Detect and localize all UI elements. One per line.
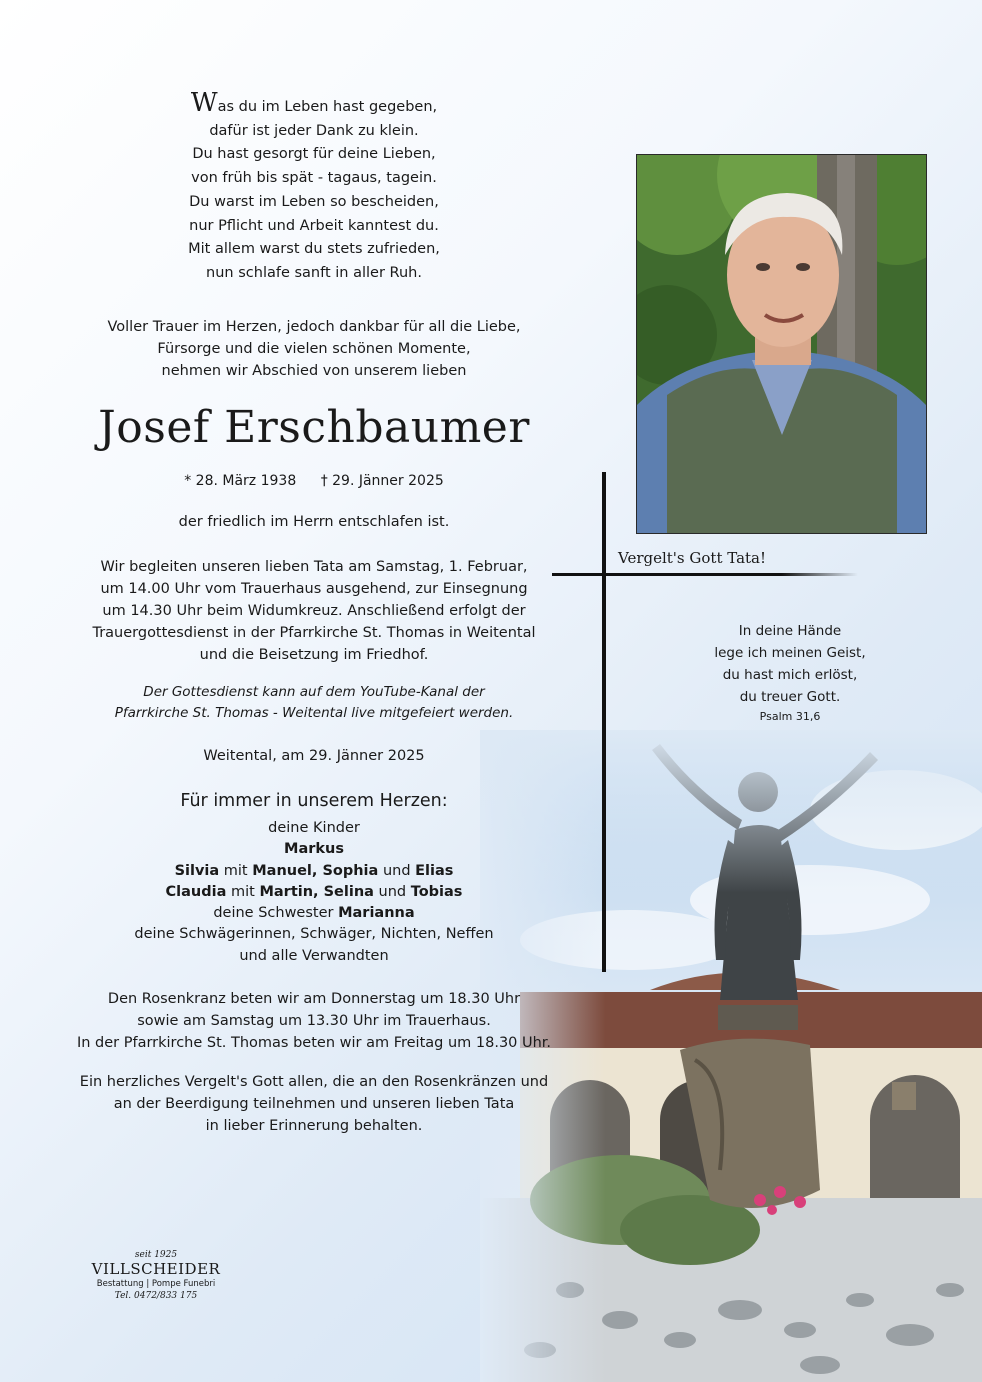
psalm-line: du hast mich erlöst,	[722, 667, 858, 683]
poem-line: dafür ist jeder Dank zu klein.	[209, 122, 419, 139]
logo-phone: Tel. 0472/833 175	[114, 1291, 198, 1301]
deceased-name: Josef Erschbaumer	[98, 402, 530, 453]
funeral-line: um 14.00 Uhr vom Trauerhaus ausgehend, zur Einsegnung	[100, 581, 528, 597]
cross-vertical	[602, 472, 606, 972]
poem-line: nun schlafe sanft in aller Ruh.	[206, 264, 422, 281]
grandchildren-names: Martin, Selina	[259, 883, 374, 900]
psalm-line: In deine Hände	[738, 623, 842, 639]
funeral-line: Wir begleiten unseren lieben Tata am Samstag, 1. Februar,	[100, 559, 528, 575]
rosary-line: sowie am Samstag um 13.30 Uhr im Trauerhaus.	[137, 1013, 491, 1029]
logo-since: seit 1925	[134, 1250, 178, 1260]
logo-brand: VILLSCHEIDER	[91, 1260, 221, 1278]
funeral-home-logo	[86, 1250, 226, 1301]
rosary-line: In der Pfarrkirche St. Thomas beten wir am Freitag um 18.30 Uhr.	[76, 1035, 552, 1051]
grandchild-name: Tobias	[410, 883, 463, 900]
child-name: Silvia	[174, 862, 220, 879]
poem-initial: W	[190, 88, 218, 118]
psalm-reference: Psalm 31,6	[759, 710, 821, 723]
place-date: Weitental, am 29. Jänner 2025	[203, 748, 425, 764]
poem-line: nur Pflicht und Arbeit kanntest du.	[189, 217, 439, 234]
poem-first-line: as du im Leben hast gegeben,	[217, 99, 438, 115]
thanks-text	[40, 1071, 588, 1137]
forever-heading: Für immer in unserem Herzen:	[180, 791, 448, 811]
thanks-line: an der Beerdigung teilnehmen und unseren lieben Tata	[113, 1096, 515, 1112]
poem-line: Mit allem warst du stets zufrieden,	[188, 241, 440, 258]
psalm-line: lege ich meinen Geist,	[714, 645, 866, 661]
psalm-quote	[690, 620, 890, 708]
intro-line: Voller Trauer im Herzen, jedoch dankbar für all die Liebe,	[107, 319, 521, 335]
poem-line: Du warst im Leben so bescheiden,	[189, 193, 439, 210]
funeral-line: um 14.30 Uhr beim Widumkreuz. Anschließend erfolgt der	[102, 603, 526, 619]
portrait-photo	[636, 154, 927, 534]
grandchildren-names: Manuel, Sophia	[252, 862, 379, 879]
intro-line: Fürsorge und die vielen schönen Momente,	[157, 341, 471, 357]
poem-line: von früh bis spät - tagaus, tagein.	[191, 170, 437, 187]
thanks-line: Ein herzliches Vergelt's Gott allen, die an den Rosenkränzen und	[79, 1074, 549, 1090]
sister-name: Marianna	[338, 905, 415, 922]
intro-line: nehmen wir Abschied von unserem lieben	[161, 363, 467, 379]
life-dates	[40, 470, 588, 492]
psalm-line: du treuer Gott.	[739, 689, 841, 705]
family-line: Silvia mit Manuel, Sophia und Elias	[174, 862, 454, 879]
rosary-info	[40, 988, 588, 1054]
rosary-line: Den Rosenkranz beten wir am Donnerstag um 18.30 Uhr	[107, 991, 521, 1007]
poem-line: Du hast gesorgt für deine Lieben,	[192, 146, 436, 163]
funeral-line: Trauergottesdienst in der Pfarrkirche St. Thomas in Weitental	[92, 625, 536, 641]
child-name: Claudia	[165, 883, 227, 900]
passed-text: der friedlich im Herrn entschlafen ist.	[178, 514, 450, 530]
family-line: Claudia mit Martin, Selina und Tobias	[165, 883, 463, 900]
thanks-line: in lieber Erinnerung behalten.	[205, 1118, 423, 1134]
family-list	[40, 818, 588, 967]
children-label: deine Kinder	[268, 820, 360, 836]
poem	[40, 88, 588, 286]
birth-date: * 28. März 1938	[184, 473, 297, 489]
stream-note	[40, 682, 588, 724]
funeral-details	[40, 556, 588, 666]
grandchild-name: Elias	[415, 862, 454, 879]
relatives-line: und alle Verwandten	[239, 947, 389, 964]
family-line: deine Schwester Marianna	[213, 905, 415, 922]
intro-text	[40, 316, 588, 382]
poem-line	[40, 88, 588, 120]
death-date: † 29. Jänner 2025	[320, 473, 444, 489]
vergelts-tata-text: Vergelt's Gott Tata!	[618, 549, 767, 567]
cross-horizontal	[552, 573, 858, 576]
stream-line: Pfarrkirche St. Thomas - Weitental live mitgefeiert werden.	[114, 705, 514, 721]
child-name: Markus	[284, 841, 344, 858]
logo-subtitle: Bestattung | Pompe Funebri	[96, 1279, 216, 1289]
inlaws-line: deine Schwägerinnen, Schwäger, Nichten, Neffen	[134, 926, 494, 943]
funeral-line: und die Beisetzung im Friedhof.	[199, 647, 429, 663]
stream-line: Der Gottesdienst kann auf dem YouTube-Kanal der	[143, 684, 485, 700]
